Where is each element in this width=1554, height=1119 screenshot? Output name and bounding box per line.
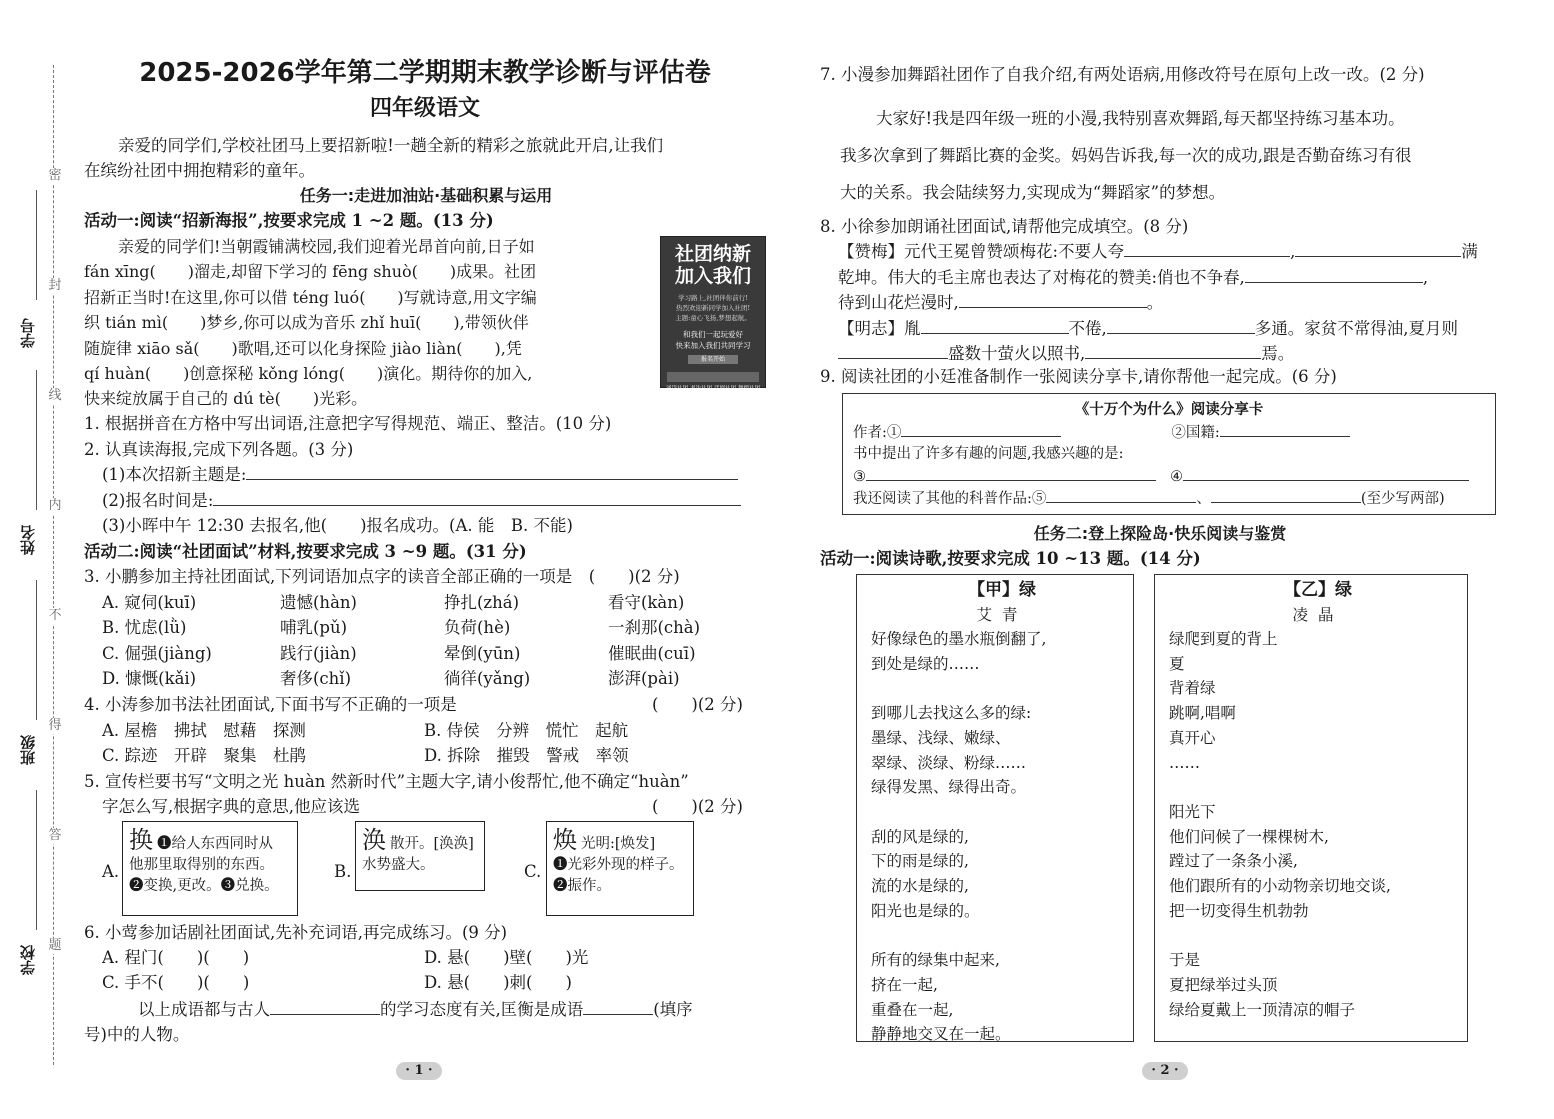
q7: 7. 小漫参加舞蹈社团作了自我介绍,有两处语病,用修改符号在原句上改一改。(2 分) — [820, 65, 1425, 84]
option-row: D. 慷慨(kǎi) 奢侈(chǐ) 徜徉(yǎng) 澎湃(pài) — [102, 669, 680, 689]
q2-1: (1)本次招新主题是: — [102, 462, 766, 487]
q6-options: A. 程门( )( ) D. 悬( )壁( )光 C. 手不( )( ) D. 悬( )刺( ) — [102, 948, 589, 993]
answer-blank[interactable] — [1183, 466, 1469, 481]
exam-subtitle: 四年级语文 — [369, 96, 480, 121]
q6: 6. 小莺参加话剧社团面试,先补充词语,再完成练习。(9 分) — [84, 923, 508, 942]
seal-char: 线 — [46, 388, 64, 404]
answer-blank[interactable] — [921, 316, 1069, 334]
answer-blank[interactable] — [959, 290, 1147, 308]
option-row: B. 忧虑(lǜ) 哺乳(pǔ) 负荷(hè) 一刹那(chà) — [102, 618, 701, 638]
q3-options — [102, 590, 758, 692]
poem-b-author: 凌晶 — [1292, 606, 1344, 624]
activity2-heading: 活动二:阅读“社团面试”材料,按要求完成 3 ~9 题。(31 分) — [84, 542, 527, 561]
seal-char: 不 — [46, 608, 64, 624]
q2-3: (3)小晖中午 12:30 去报名,他( )报名成功。(A. 能 B. 不能) — [102, 516, 573, 535]
activity1-heading: 活动一:阅读“招新海报”,按要求完成 1 ~2 题。(13 分) — [84, 211, 494, 230]
q4-score: ( )(2 分) — [652, 695, 743, 714]
q8-body: 【赞梅】元代王冕曾赞颂梅花:不要人夸 , 满 乾坤。伟大的毛主席也表达了对梅花的赞美:俏也不争春, , 待到山花烂漫时, 。 【明志】胤 不倦, 多通。家贫不常得油,夏月则 盛数十萤火以照书, 焉。 — [838, 239, 1506, 367]
class-label: 班级 — [19, 735, 37, 765]
poem-b — [1154, 574, 1468, 1042]
task1-heading: 任务一:走进加油站·基础积累与运用 — [299, 186, 553, 205]
answer-blank[interactable] — [1085, 341, 1261, 359]
q3: 3. 小鹏参加主持社团面试,下列词语加点字的读音全部正确的一项是 ( )(2 分) — [84, 567, 680, 586]
q1: 1. 根据拼音在方格中写出词语,注意把字写得规范、端正、整洁。(10 分) — [84, 414, 612, 433]
answer-blank[interactable] — [866, 466, 1156, 481]
q7-passage: 大家好!我是四年级一班的小漫,我特别喜欢舞蹈,每天都坚持练习基本功。 我多次拿到了舞蹈比赛的金奖。妈妈告诉我,每一次的成功,跟是否勤奋练习有很 大的关系。我会陆续努力,实现成为“舞蹈家”的梦想。 — [840, 109, 1412, 202]
seal-char: 封 — [46, 278, 64, 294]
option-b-letter: B. — [334, 862, 352, 881]
answer-blank[interactable] — [1107, 316, 1255, 334]
page-number-1: · 1 · — [396, 1062, 442, 1080]
poem-a-author: 艾青 — [976, 606, 1028, 624]
school-label: 学校 — [19, 945, 37, 975]
answer-blank[interactable] — [838, 341, 948, 359]
option-c-letter: C. — [524, 862, 542, 881]
poem-a — [856, 574, 1134, 1042]
binding-margin — [0, 0, 70, 1119]
recruitment-poster-image: 社团纳新 加入我们 学习路上,社团伴你前行! 热烈欢迎新同学加入社团! 主题:童心飞扬,梦想起航。 和我们一起玩爱好 快来加入我们共同学习 报名开始 诵读社团 书法社团 话剧社团 舞蹈社团 — [660, 236, 766, 388]
answer-blank[interactable] — [1211, 488, 1361, 503]
poem-b-lines: 绿爬到夏的背上 夏 背着绿 跳啊,唱啊 真开心 …… 阳光下 他们问候了一棵棵树木, 蹚过了一条条小溪, 他们跟所有的小动物亲切地交谈, 把一切变得生机勃勃 于是 夏把绿举过头顶 绿给夏戴上一顶清凉的帽子 — [1169, 630, 1391, 1019]
q4-options: A. 屋檐 拂拭 慰藉 探测 B. 侍侯 分辨 慌忙 起航 C. 踪迹 开辟 聚集 杜鹃 D. 拆除 摧毁 警戒 率领 — [102, 721, 629, 766]
answer-blank[interactable] — [901, 422, 1061, 437]
page-number-2: · 2 · — [1142, 1062, 1188, 1080]
dict-entry-b: 涣散开。[涣涣] 水势盛大。 — [355, 821, 485, 891]
q2: 2. 认真读海报,完成下列各题。(3 分) — [84, 440, 354, 459]
seal-char: 内 — [46, 498, 64, 514]
option-a-letter: A. — [102, 862, 120, 881]
answer-blank[interactable] — [270, 997, 380, 1015]
intro: 亲爱的同学们,学校社团马上要招新啦!一趟全新的精彩之旅就此开启,让我们 在缤纷社团中拥抱精彩的童年。 — [84, 136, 664, 181]
answer-blank[interactable] — [1046, 488, 1196, 503]
answer-blank[interactable] — [1124, 239, 1290, 257]
q5-score: ( )(2 分) — [652, 797, 743, 816]
seal-char: 密 — [46, 168, 64, 184]
q8: 8. 小徐参加朗诵社团面试,请帮他完成填空。(8 分) — [820, 217, 1189, 236]
q9: 9. 阅读社团的小廷准备制作一张阅读分享卡,请你帮他一起完成。(6 分) — [820, 367, 1337, 386]
poem-b-title: 【乙】绿 — [1284, 580, 1352, 600]
q5: 5. 宣传栏要书写“文明之光 huàn 然新时代”主题大字,请小俊帮忙,他不确定“huàn” 字怎么写,根据字典的意思,他应该选 — [84, 772, 689, 817]
answer-blank[interactable] — [1245, 265, 1423, 283]
answer-blank[interactable] — [583, 997, 653, 1015]
card-title: 《十万个为什么》阅读分享卡 — [1074, 402, 1264, 418]
poster-paragraph: 亲爱的同学们!当朝霞铺满校园,我们迎着光昂首向前,日子如 fán xīng( )溜走,却留下学习的 fēng shuò( )成果。社团 招新正当时!在这里,你可以借 téng luó( )写就诗意,用文字编 织 tián mì( )梦乡,你可以成为音乐 zhǐ huī( ),带领伙伴 随旋律 xiāo sǎ( )歌唱,还可以化身探险 jiào liàn( ),凭 qí huàn( )创意探秘 kǒng lóng( )演化。期待你的加入, 快来绽放属于自己的 dú tè( )光彩。 — [84, 237, 537, 409]
student-id-label: 学号 — [19, 318, 37, 348]
poem-a-lines: 好像绿色的墨水瓶倒翻了, 到处是绿的…… 到哪儿去找这么多的绿: 墨绿、浅绿、嫩绿、 翠绿、淡绿、粉绿…… 绿得发黑、绿得出奇。 刮的风是绿的, 下的雨是绿的, 流的水是绿的, 阳光也是绿的。 所有的绿集中起来, 挤在一起, 重叠在一起, 静静地交叉在一起。 — [871, 630, 1047, 1044]
answer-blank[interactable] — [246, 462, 738, 480]
reading-share-card: 《十万个为什么》阅读分享卡 作者:① ②国籍: 书中提出了许多有趣的问题,我感兴趣的是: ③ ④ 我还阅读了其他的科普作品:⑤ 、 (至少写两部) — [842, 393, 1496, 515]
task2-heading: 任务二:登上探险岛·快乐阅读与鉴赏 — [1033, 524, 1287, 543]
option-row: C. 倔强(jiàng) 践行(jiàn) 晕倒(yūn) 催眠曲(cuī) — [102, 643, 696, 663]
q6-text: 以上成语都与古人 的学习态度有关,匡衡是成语 (填序 — [84, 997, 693, 1022]
dict-entry-a: 换 ❶给人东西同时从 他那里取得别的东西。 ❷变换,更改。❸兑换。 — [122, 821, 298, 916]
seal-dashed-line — [53, 65, 54, 1065]
seal-char: 答 — [46, 828, 64, 844]
q4: 4. 小涛参加书法社团面试,下面书写不正确的一项是 — [84, 695, 457, 714]
activity3-heading: 活动一:阅读诗歌,按要求完成 10 ~13 题。(14 分) — [820, 549, 1201, 568]
answer-blank[interactable] — [213, 488, 741, 506]
poem-a-title: 【甲】绿 — [968, 580, 1036, 600]
name-label: 姓名 — [19, 525, 37, 555]
answer-blank[interactable] — [1220, 422, 1350, 437]
q6-text-end: 号)中的人物。 — [84, 1025, 190, 1044]
seal-char: 题 — [46, 938, 64, 954]
exam-title: 2025-2026学年第二学期期末教学诊断与评估卷 — [139, 58, 711, 88]
q2-2: (2)报名时间是: — [102, 488, 766, 513]
dict-entry-c: 焕光明:[焕发] ❶光彩外现的样子。 ❷振作。 — [546, 821, 694, 916]
answer-blank[interactable] — [1295, 239, 1461, 257]
seal-char: 得 — [46, 718, 64, 734]
option-row: A. 窥伺(kuī) 遗憾(hàn) 挣扎(zhá) 看守(kàn) — [102, 593, 685, 612]
